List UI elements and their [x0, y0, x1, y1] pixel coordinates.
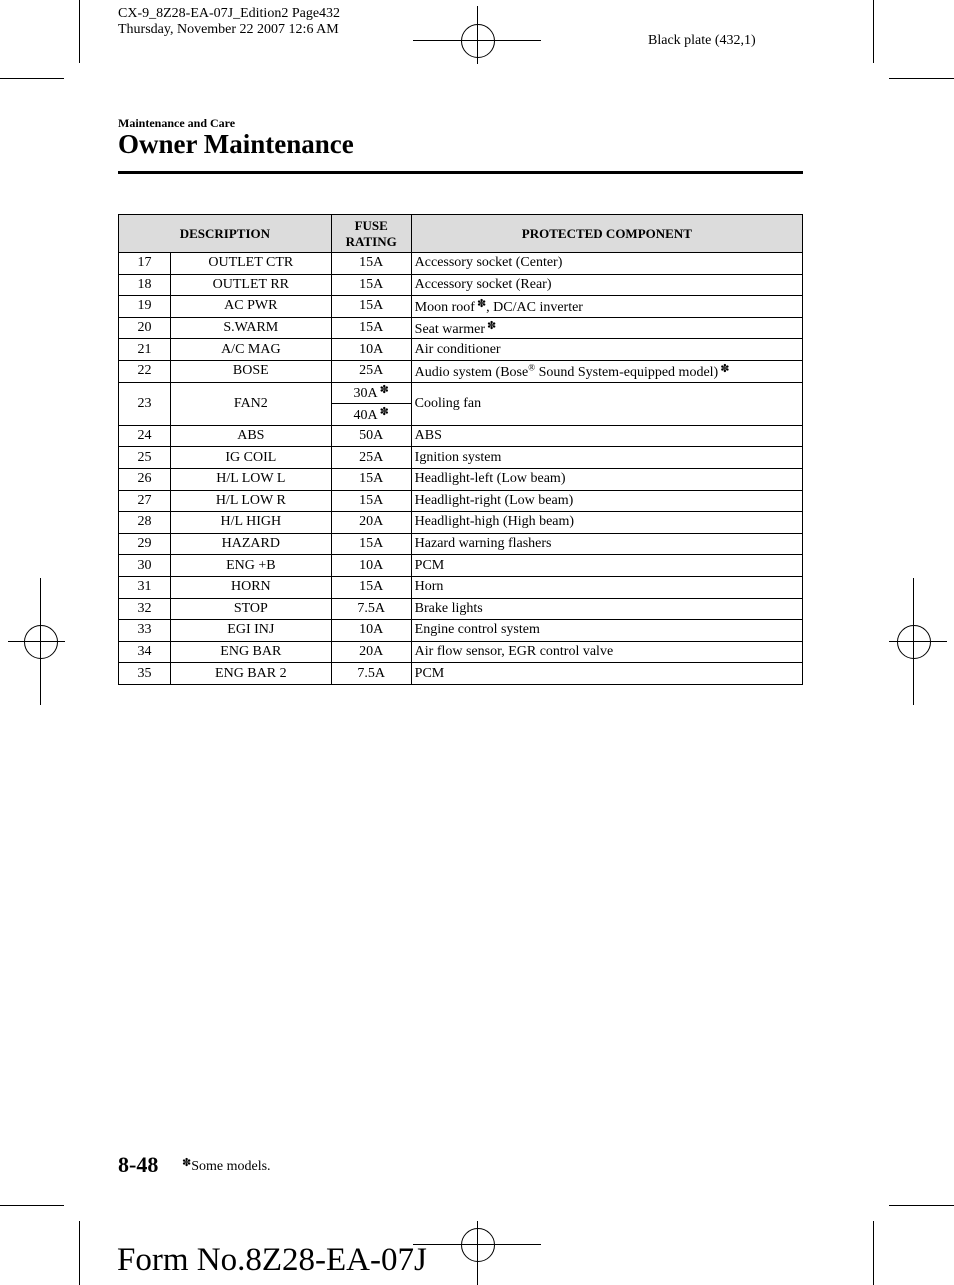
protected-component: ABS [411, 425, 802, 447]
fuse-number: 31 [119, 576, 171, 598]
protected-component [411, 317, 802, 339]
table-row [119, 620, 803, 642]
table-header-row [119, 215, 803, 253]
fuse-description: ENG BAR [170, 641, 331, 663]
table-row [119, 253, 803, 275]
header-fuse-rating-line1: FUSE [354, 217, 388, 233]
fuse-description: EGI INJ [170, 620, 331, 642]
header-protected-component: PROTECTED COMPONENT [411, 215, 802, 253]
fuse-description: IG COIL [170, 447, 331, 469]
fuse-description: FAN2 [170, 382, 331, 425]
fuse-description: A/C MAG [170, 339, 331, 361]
protected-component: Air flow sensor, EGR control valve [411, 641, 802, 663]
section-label: Maintenance and Care [118, 116, 236, 130]
fuse-rating: 15A [331, 490, 411, 512]
fuse-number: 28 [119, 512, 171, 534]
protected-component: PCM [411, 555, 802, 577]
table-row [119, 641, 803, 663]
table-row [119, 663, 803, 685]
fuse-number: 30 [119, 555, 171, 577]
protected-component: Headlight-high (High beam) [411, 512, 802, 534]
fuse-number: 32 [119, 598, 171, 620]
crop-mark [79, 1221, 80, 1285]
fuse-description: STOP [170, 598, 331, 620]
protected-component: Air conditioner [411, 339, 802, 361]
table-row [119, 296, 803, 318]
protected-component: Headlight-right (Low beam) [411, 490, 802, 512]
fuse-description: HAZARD [170, 533, 331, 555]
protected-component [411, 360, 802, 382]
fuse-rating: 10A [331, 339, 411, 361]
fuse-rating: 15A [331, 533, 411, 555]
star-icon: ✽ [379, 384, 389, 397]
fuse-number: 24 [119, 425, 171, 447]
table-row [119, 339, 803, 361]
crop-mark [0, 78, 64, 79]
registration-circle [24, 625, 58, 659]
fuse-table [118, 214, 803, 685]
crop-mark [79, 0, 80, 63]
header-description: DESCRIPTION [119, 215, 332, 253]
registration-circle [897, 625, 931, 659]
registered-mark: ® [528, 362, 536, 373]
component-text: , DC/AC inverter [486, 299, 583, 315]
fuse-number: 19 [119, 296, 171, 318]
registration-circle [461, 24, 495, 58]
fuse-description: ABS [170, 425, 331, 447]
fuse-rating: 25A [331, 447, 411, 469]
fuse-number: 21 [119, 339, 171, 361]
component-text: Seat warmer [414, 321, 486, 337]
table-row [119, 425, 803, 447]
fuse-description: H/L LOW R [170, 490, 331, 512]
fuse-description: OUTLET CTR [170, 253, 331, 275]
fuse-number: 26 [119, 468, 171, 490]
star-icon: ✽ [487, 319, 497, 332]
fuse-number: 23 [119, 382, 171, 425]
crop-mark [0, 1205, 64, 1206]
table-row [119, 576, 803, 598]
table-row [119, 468, 803, 490]
crop-mark [889, 78, 954, 79]
fuse-description: BOSE [170, 360, 331, 382]
component-text: Moon roof [414, 299, 475, 315]
crop-mark [873, 0, 874, 63]
protected-component: Engine control system [411, 620, 802, 642]
table-row [119, 533, 803, 555]
protected-component: Horn [411, 576, 802, 598]
crop-mark [873, 1221, 874, 1285]
fuse-rating: 7.5A [331, 598, 411, 620]
fuse-rating [331, 404, 411, 426]
fuse-description: HORN [170, 576, 331, 598]
table-row [119, 512, 803, 534]
print-info [118, 6, 340, 38]
star-icon: ✽ [476, 297, 487, 310]
fuse-rating: 20A [331, 641, 411, 663]
table-row [119, 490, 803, 512]
fuse-rating: 10A [331, 620, 411, 642]
protected-component: Headlight-left (Low beam) [411, 468, 802, 490]
table-row [119, 317, 803, 339]
component-text: Audio system (Bose [414, 364, 529, 380]
fuse-number: 25 [119, 447, 171, 469]
fuse-number: 34 [119, 641, 171, 663]
table-row [119, 598, 803, 620]
fuse-number: 18 [119, 274, 171, 296]
print-info-line2: Thursday, November 22 2007 12:6 AM [118, 22, 339, 37]
fuse-number: 22 [119, 360, 171, 382]
fuse-description: ENG BAR 2 [170, 663, 331, 685]
fuse-description: AC PWR [170, 296, 331, 318]
footnote-text: Some models. [191, 1159, 271, 1174]
fuse-rating: 7.5A [331, 663, 411, 685]
table-row [119, 555, 803, 577]
fuse-description: ENG +B [170, 555, 331, 577]
protected-component: Cooling fan [411, 382, 802, 425]
fuse-number: 27 [119, 490, 171, 512]
fuse-description: S.WARM [170, 317, 331, 339]
table-row [119, 274, 803, 296]
fuse-rating: 20A [331, 512, 411, 534]
title-rule [118, 171, 803, 174]
fuse-description: OUTLET RR [170, 274, 331, 296]
star-icon: ✽ [379, 405, 389, 418]
fuse-rating: 50A [331, 425, 411, 447]
rating-text: 40A [353, 407, 378, 423]
fuse-rating: 25A [331, 360, 411, 382]
table-row [119, 447, 803, 469]
registration-circle [461, 1228, 495, 1262]
page-title: Owner Maintenance [118, 129, 354, 159]
header-fuse-rating [331, 215, 411, 253]
protected-component: Accessory socket (Rear) [411, 274, 802, 296]
fuse-rating: 15A [331, 468, 411, 490]
fuse-rating: 15A [331, 253, 411, 275]
table-row [119, 360, 803, 382]
protected-component [411, 296, 802, 318]
page-number: 8-48 [118, 1152, 159, 1177]
fuse-description: H/L HIGH [170, 512, 331, 534]
protected-component: Brake lights [411, 598, 802, 620]
fuse-rating: 15A [331, 317, 411, 339]
print-info-line1: CX-9_8Z28-EA-07J_Edition2 Page432 [118, 6, 341, 21]
fuse-description: H/L LOW L [170, 468, 331, 490]
component-text: Sound System-equipped model) [535, 364, 719, 380]
table-row [119, 382, 803, 404]
footnote [180, 1156, 271, 1175]
fuse-number: 20 [119, 317, 171, 339]
fuse-rating [331, 382, 411, 404]
protected-component: Accessory socket (Center) [411, 253, 802, 275]
crop-mark [889, 1205, 954, 1206]
fuse-rating: 15A [331, 576, 411, 598]
fuse-number: 33 [119, 620, 171, 642]
protected-component: Ignition system [411, 447, 802, 469]
fuse-number: 17 [119, 253, 171, 275]
star-icon: ✽ [720, 362, 730, 375]
plate-label: Black plate (432,1) [648, 33, 756, 48]
fuse-rating: 10A [331, 555, 411, 577]
header-fuse-rating-line2: RATING [345, 233, 397, 249]
protected-component: PCM [411, 663, 802, 685]
form-number: Form No.8Z28-EA-07J [117, 1242, 427, 1278]
rating-text: 30A [353, 386, 378, 402]
protected-component: Hazard warning flashers [411, 533, 802, 555]
fuse-number: 35 [119, 663, 171, 685]
fuse-rating: 15A [331, 296, 411, 318]
star-icon: ✽ [182, 1157, 192, 1169]
fuse-rating: 15A [331, 274, 411, 296]
fuse-number: 29 [119, 533, 171, 555]
